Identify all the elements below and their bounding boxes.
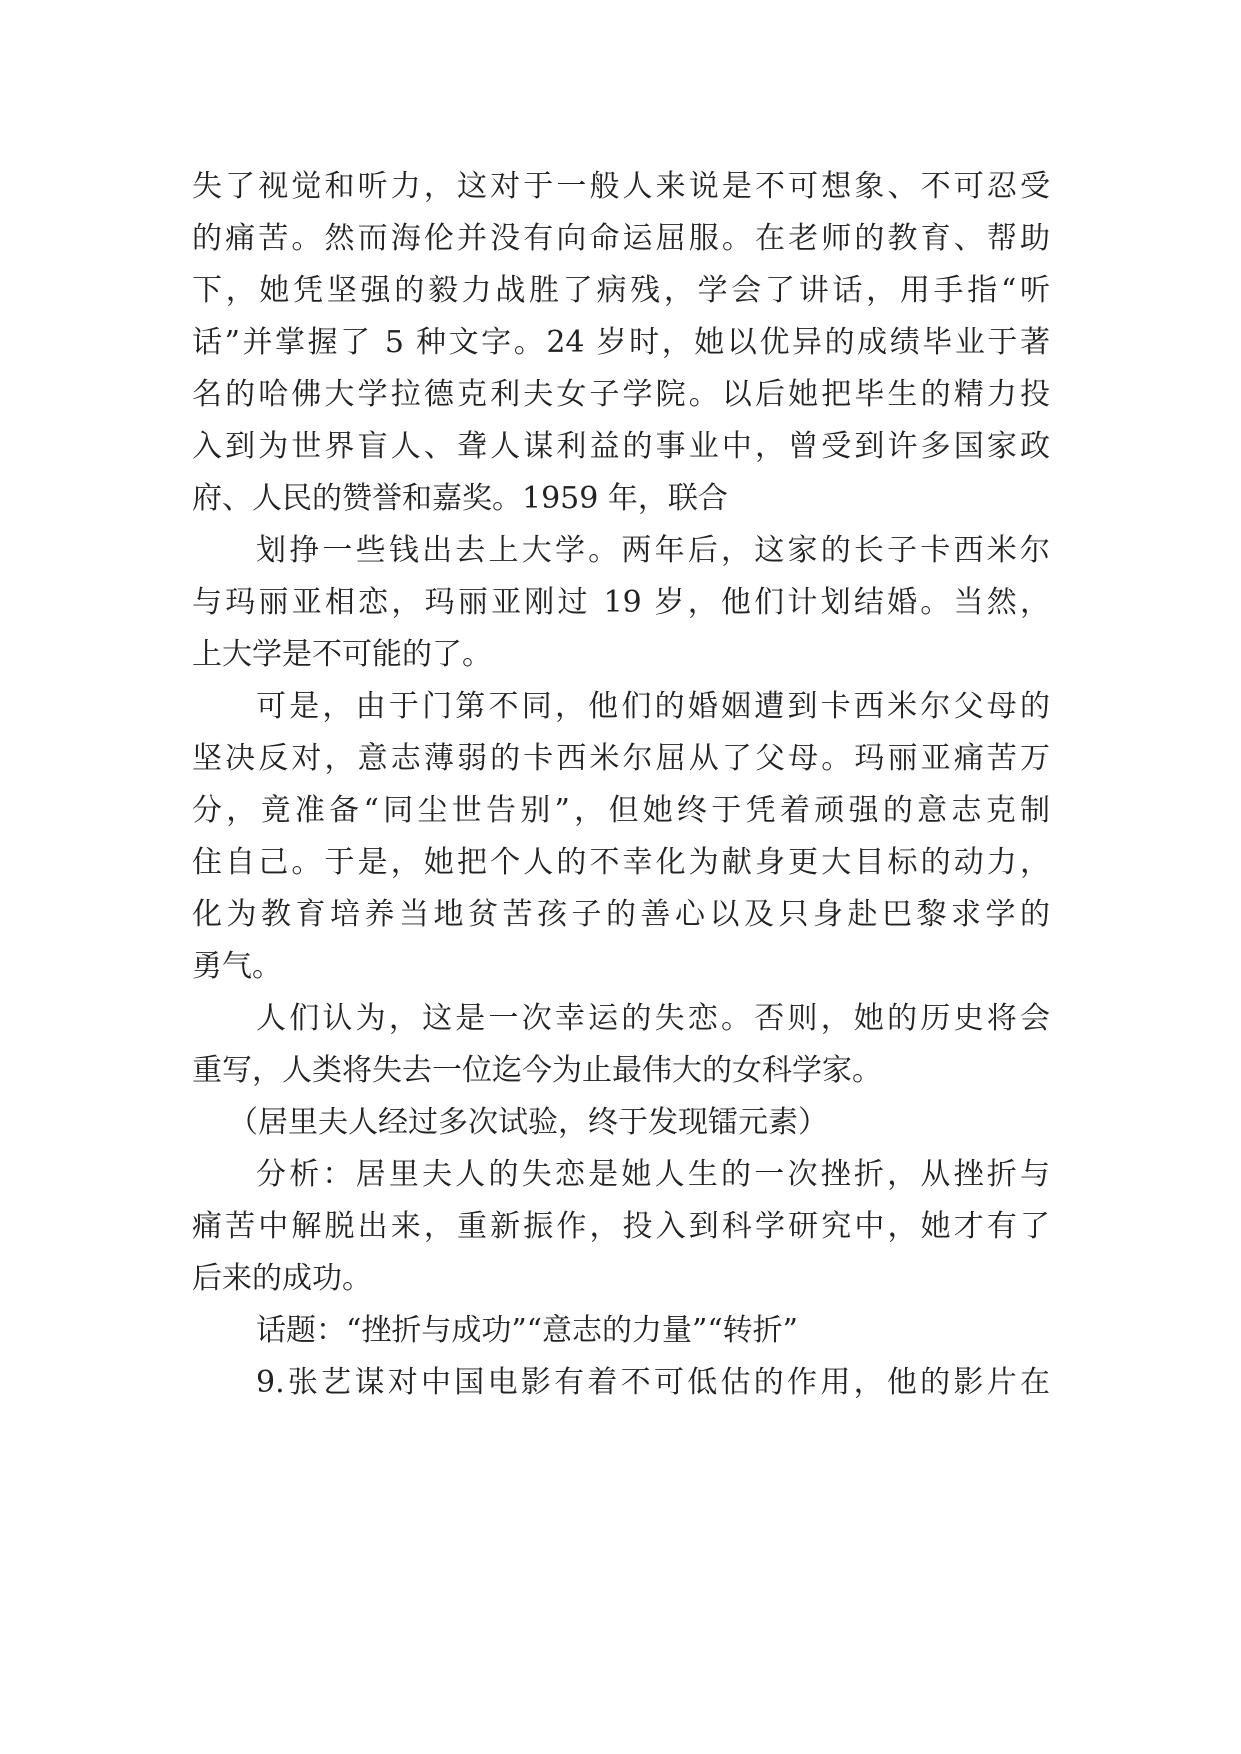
text-line: 与玛丽亚相恋，玛丽亚刚过 19 岁，他们计划结婚。当然， xyxy=(192,585,1050,620)
text-line: 后来的成功。 xyxy=(192,1261,372,1296)
text-line: 化为教育培养当地贫苦孩子的善心以及只身赴巴黎求学的 xyxy=(192,897,1050,932)
text-line: 住自己。于是，她把个人的不幸化为献身更大目标的动力， xyxy=(192,845,1050,880)
caption-line: （居里夫人经过多次试验，终于发现镭元素） xyxy=(228,1105,828,1140)
text-line: 失了视觉和听力，这对于一般人来说是不可想象、不可忍受 xyxy=(192,169,1050,204)
text-line: 重写，人类将失去一位迄今为止最伟大的女科学家。 xyxy=(192,1053,882,1088)
text-line: 入到为世界盲人、聋人谋利益的事业中，曾受到许多国家政 xyxy=(192,429,1050,464)
paragraph-first-line: 可是，由于门第不同，他们的婚姻遭到卡西米尔父母的 xyxy=(256,689,1050,724)
analysis-first-line: 分析：居里夫人的失恋是她人生的一次挫折，从挫折与 xyxy=(256,1157,1050,1192)
text-line: 府、人民的赞誉和嘉奖。1959 年，联合 xyxy=(192,481,728,516)
text-line: 上大学是不可能的了。 xyxy=(192,637,492,672)
text-line: 的痛苦。然而海伦并没有向命运屈服。在老师的教育、帮助 xyxy=(192,221,1050,256)
text-line: 坚决反对，意志薄弱的卡西米尔屈从了父母。玛丽亚痛苦万 xyxy=(192,741,1050,776)
item-line: 9.张艺谋对中国电影有着不可低估的作用，他的影片在 xyxy=(256,1365,1050,1400)
topic-line: 话题：“挫折与成功”“意志的力量”“转折” xyxy=(256,1313,799,1348)
text-line: 下，她凭坚强的毅力战胜了病残，学会了讲话，用手指“听 xyxy=(192,273,1050,308)
text-line: 痛苦中解脱出来，重新振作，投入到科学研究中，她才有了 xyxy=(192,1209,1050,1244)
paragraph-first-line: 人们认为，这是一次幸运的失恋。否则，她的历史将会 xyxy=(256,1001,1050,1036)
text-line: 话”并掌握了 5 种文字。24 岁时，她以优异的成绩毕业于著 xyxy=(192,325,1050,360)
text-line: 勇气。 xyxy=(192,949,282,984)
text-line: 名的哈佛大学拉德克利夫女子学院。以后她把毕生的精力投 xyxy=(192,377,1050,412)
paragraph-first-line: 划挣一些钱出去上大学。两年后，这家的长子卡西米尔 xyxy=(256,533,1050,568)
text-line: 分，竟准备“同尘世告别”，但她终于凭着顽强的意志克制 xyxy=(192,793,1050,828)
